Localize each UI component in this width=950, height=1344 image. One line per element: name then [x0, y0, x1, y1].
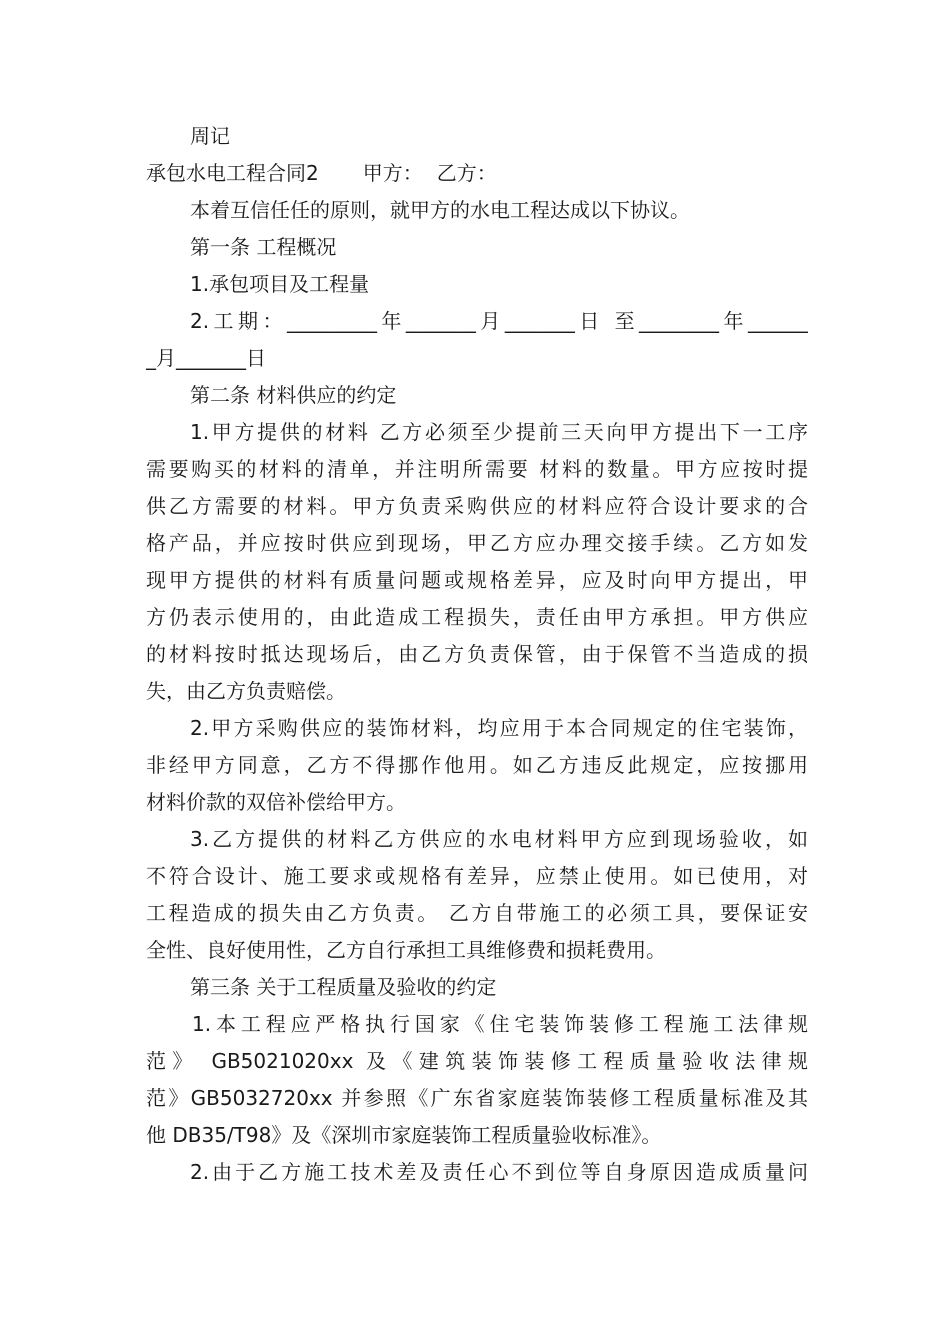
article-2-heading: 第二条 材料供应的约定: [190, 383, 397, 407]
article-3-item-1-line-2: 范》 GB5021020xx 及《建筑装饰装修工程质量验收法律规: [146, 1049, 808, 1073]
article-2-item-3-line-1: 3.乙方提供的材料乙方供应的水电材料甲方应到现场验收，如: [190, 827, 808, 851]
article-2-item-1-line-5: 现甲方提供的材料有质量问题或规格差异，应及时向甲方提出，甲: [146, 568, 808, 592]
article-3-item-1-line-1: 1.本工程应严格执行国家《住宅装饰装修工程施工法律规: [192, 1012, 808, 1036]
article-3-item-2-line-1: 2.由于乙方施工技术差及责任心不到位等自身原因造成质量问: [190, 1160, 808, 1184]
party-a-label: 甲方：: [362, 161, 423, 185]
contract-title-line: [146, 155, 808, 192]
article-1-item-2-line-2: _月_______日: [146, 346, 266, 370]
article-2-item-3-line-4: 全性、良好使用性，乙方自行承担工具维修费和损耗费用。: [146, 938, 666, 962]
party-b-label: 乙方：: [436, 161, 497, 185]
heading-weekly-note: 周记: [190, 124, 230, 148]
article-3-item-1-line-3: 范》GB5032720xx 并参照《广东省家庭装饰装修工程质量标准及其: [146, 1086, 808, 1110]
article-2-item-1-line-3: 供乙方需要的材料。甲方负责采购供应的材料应符合设计要求的合: [146, 494, 808, 518]
article-2-item-2-line-3: 材料价款的双倍补偿给甲方。: [146, 790, 406, 814]
intro-paragraph: 本着互信任任的原则，就甲方的水电工程达成以下协议。: [190, 198, 690, 222]
article-2-item-2-line-1: 2.甲方采购供应的装饰材料，均应用于本合同规定的住宅装饰，: [190, 716, 808, 740]
article-2-item-2-line-2: 非经甲方同意，乙方不得挪作他用。如乙方违反此规定，应按挪用: [146, 753, 808, 777]
article-2-item-3-line-2: 不符合设计、施工要求或规格有差异，应禁止使用。如已使用，对: [146, 864, 808, 888]
article-3-heading: 第三条 关于工程质量及验收的约定: [190, 975, 497, 999]
article-2-item-1-line-6: 方仍表示使用的，由此造成工程损失，责任由甲方承担。甲方供应: [146, 605, 808, 629]
article-2-item-1-line-4: 格产品，并应按时供应到现场，甲乙方应办理交接手续。乙方如发: [146, 531, 808, 555]
article-2-item-1-line-7: 的材料按时抵达现场后，由乙方负责保管，由于保管不当造成的损: [146, 642, 808, 666]
article-3-item-1-line-4: 他 DB35/T98》及《深圳市家庭装饰工程质量验收标准》。: [146, 1123, 662, 1147]
contract-title: 承包水电工程合同2: [146, 161, 319, 185]
article-1-item-1: 1.承包项目及工程量: [190, 272, 370, 296]
article-2-item-3-line-3: 工程造成的损失由乙方负责。 乙方自带施工的必须工具，要保证安: [146, 901, 808, 925]
article-2-item-1-line-1: 1.甲方提供的材料 乙方必须至少提前三天向甲方提出下一工序: [190, 420, 808, 444]
article-2-item-1-line-2: 需要购买的材料的清单，并注明所需要 材料的数量。甲方应按时提: [146, 457, 808, 481]
article-2-item-1-line-8: 失，由乙方负责赔偿。: [146, 679, 346, 703]
article-1-item-2-line-1: 2.工期：_________年_______月_______日 至________年______: [190, 309, 808, 333]
article-1-heading: 第一条 工程概况: [190, 235, 337, 259]
